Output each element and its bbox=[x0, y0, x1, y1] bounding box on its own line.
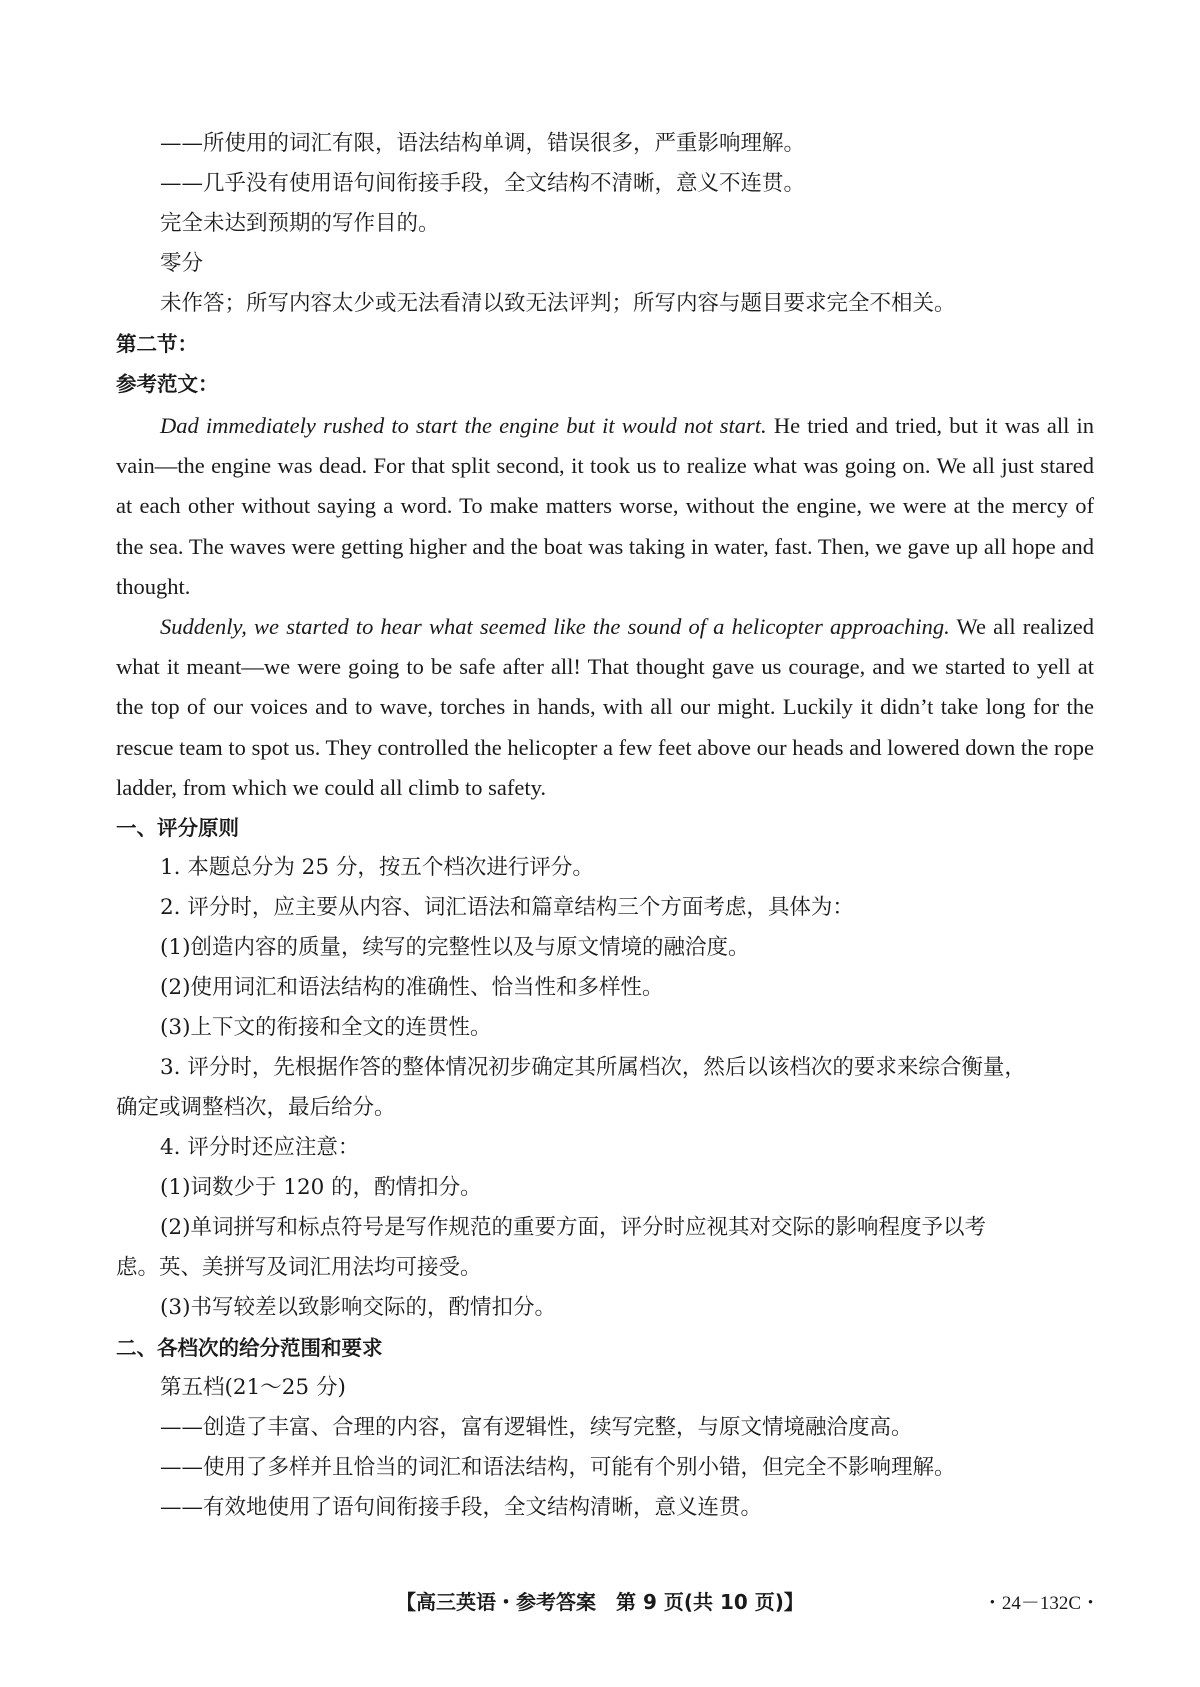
essay-paragraph bbox=[116, 607, 1094, 808]
criteria-line: ——所使用的词汇有限，语法结构单调，错误很多，严重影响理解。 bbox=[160, 131, 806, 156]
paragraph-opening-sentence: Suddenly, we started to hear what seemed like the sound of a helicopter approaching. bbox=[160, 614, 950, 640]
principle-line: 3. 评分时，先根据作答的整体情况初步确定其所属档次，然后以该档次的要求来综合衡量， bbox=[160, 1055, 1026, 1081]
criteria-line: 未作答；所写内容太少或无法看清以致无法评判；所写内容与题目要求完全不相关。 bbox=[160, 291, 956, 316]
level-title: 第五档(21～25 分) bbox=[160, 1375, 346, 1401]
sample-essay bbox=[116, 406, 1094, 808]
sample-essay-heading: 参考范文： bbox=[116, 372, 219, 396]
principle-line: (1)词数少于 120 的，酌情扣分。 bbox=[160, 1175, 482, 1201]
level-criterion: ——创造了丰富、合理的内容，富有逻辑性，续写完整，与原文情境融洽度高。 bbox=[160, 1415, 913, 1441]
principle-line: 虑。英、美拼写及词汇用法均可接受。 bbox=[116, 1255, 482, 1281]
level-criterion: ——有效地使用了语句间衔接手段，全文结构清晰，意义连贯。 bbox=[160, 1495, 763, 1521]
principle-line: 2. 评分时，应主要从内容、词汇语法和篇章结构三个方面考虑，具体为： bbox=[160, 895, 854, 921]
criteria-line: ——几乎没有使用语句间衔接手段，全文结构不清晰，意义不连贯。 bbox=[160, 171, 806, 196]
principle-line: (3)书写较差以致影响交际的，酌情扣分。 bbox=[160, 1295, 556, 1321]
principle-line: (2)使用词汇和语法结构的准确性、恰当性和多样性。 bbox=[160, 975, 664, 1001]
paragraph-opening-sentence: Dad immediately rushed to start the engine but it would not start. bbox=[160, 413, 767, 438]
level-criterion: ——使用了多样并且恰当的词汇和语法结构，可能有个别小错，但完全不影响理解。 bbox=[160, 1455, 956, 1481]
principle-line: (1)创造内容的质量，续写的完整性以及与原文情境的融洽度。 bbox=[160, 935, 750, 961]
section-heading: 第二节： bbox=[116, 332, 198, 356]
zero-score-label: 零分 bbox=[160, 251, 204, 276]
paragraph-body: He tried and tried, but it was all in vain—the engine was dead. For that split second, it took us to realize what was going on. We all just stared at each other without saying a word. To make matters worse, without the engine, we were at the mercy of the sea. The waves were getting higher and the boat was taking in water, fast. Then, we gave up all hope and thought. bbox=[116, 413, 1095, 599]
paragraph-body: We all realized what it meant—we were going to be safe after all! That thought gave us courage, and we started to yell at the top of our voices and to wave, torches in hands, with all our might. Luckily it didn’t take long for the rescue team to spot us. They controlled the helicopter a few feet above our heads and lowered down the rope ladder, from which we could all climb to safety. bbox=[116, 614, 1094, 800]
principle-line: (3)上下文的衔接和全文的连贯性。 bbox=[160, 1015, 492, 1041]
document-code: ・24－132C・ bbox=[982, 1593, 1100, 1614]
principle-line: 1. 本题总分为 25 分，按五个档次进行评分。 bbox=[160, 855, 594, 881]
principle-line: 4. 评分时还应注意： bbox=[160, 1135, 360, 1161]
page-content bbox=[116, 124, 1094, 1528]
principle-line: 确定或调整档次，最后给分。 bbox=[116, 1095, 396, 1121]
principles-heading: 一、评分原则 bbox=[116, 816, 239, 841]
levels-heading: 二、各档次的给分范围和要求 bbox=[116, 1336, 383, 1361]
criteria-line: 完全未达到预期的写作目的。 bbox=[160, 211, 440, 236]
principle-line: (2)单词拼写和标点符号是写作规范的重要方面，评分时应视其对交际的影响程度予以考 bbox=[160, 1215, 986, 1241]
essay-paragraph bbox=[116, 406, 1094, 607]
page-footer: 【高三英语・参考答案 第 9 页(共 10 页)】 bbox=[396, 1590, 804, 1614]
